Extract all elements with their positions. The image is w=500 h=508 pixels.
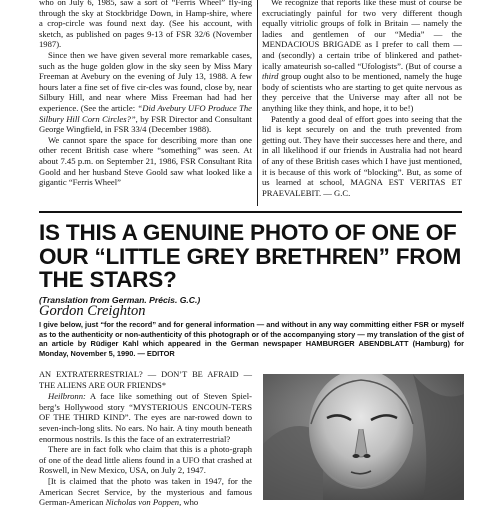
paragraph-text: group ought also to be mentioned, namely the huge body of scientists who are starting to get quite nervous as they perceive that the Universe may after all not be anything like they think, and hope, it to be!) (262, 71, 462, 113)
dateline: Heilbronn: (48, 391, 86, 402)
paragraph-text: We recognize that reports like these must of course be excruciatingly painful for two very different though equally vitriolic groups of folk in Britain — namely the ladies and gentlemen of our “Media” — the MENDACIOUS BRIGADE as I prefer to call them — and (secondly) a certain tribe of blinkered and pathet-ically amateurish so-called “Ufologists”. (But of course a (262, 0, 462, 71)
emphasis: third (262, 71, 279, 82)
column-divider (257, 0, 258, 206)
paragraph-text: [It is claimed that the photo was taken in 1947, for the American Secret Service, by the mysterious and famous German-American (39, 475, 252, 508)
paragraph (39, 50, 252, 135)
paragraph (39, 391, 252, 444)
paragraph: We cannot spare the space for describing more than one other recent British case where “something” was seen. At about 7.45 p.m. on September 21, 1986, FSR Consultant Rita Goold and her husband Steve Goold saw what looked like a gigantic “Ferris Wheel” (39, 134, 252, 188)
paragraph (262, 0, 462, 114)
section-rule (39, 211, 462, 213)
paragraph: There are in fact folk who claim that this is a photo-graph of one of the dead little aliens found in a UFO that crashed at Roswell, in New Mexico, USA, on July 2, 1947. (39, 444, 252, 476)
section-heading: AN EXTRATERRESTRIAL? — DON’T BE AFRAID — THE ALIENS ARE OUR FRIENDS* (39, 370, 252, 390)
right-column-top (262, 0, 462, 198)
paragraph (39, 476, 252, 508)
author-byline: Gordon Creighton (39, 303, 146, 319)
paragraph: Patently a good deal of effort goes into seeing that the lid is kept securely on and the truth prevented from getting out. They have their successes here and there, and in all likelihood if our friends in Australia had not heard of any of these British cases which I have just mentioned, it is because of this work of “blocking”. But, as some of us learned at school, MAGNA EST VERITAS ET PRAEVALEBIT. — G.C. (262, 113, 462, 198)
article-headline: IS THIS A GENUINE PHOTO OF ONE OF OUR “LITTLE GREY BRETHREN” FROM THE STARS? (39, 220, 462, 292)
left-column-top (39, 0, 252, 188)
translation-note: (Translation from German. Précis. G.C.) (39, 295, 201, 305)
paragraph-text: , who (179, 497, 199, 508)
article-title: “Did Avebury UFO Produce The Silbury Hill Corn Circles?” (39, 102, 252, 124)
paragraph: who on July 6, 1985, saw a sort of “Ferris Wheel” fly-ing through the sky at Stockbridge Down, in Hamp-shire, where a crop-circle was found next day. (See his account, with sketch, as published on pages 9-13 of FSR 32/6 (November 1987). (39, 0, 252, 50)
left-column-bottom (39, 370, 252, 508)
paragraph-text: , by FSR Director and Consultant George Wingfield, in FSR 33/4 (December 1988). (39, 113, 253, 135)
paragraph-text: A face like something out of Steven Spiel-berg’s Hollywood story “MYSTERIOUS ENCOUN-TERS OF THE THIRD KIND”. The eyes are nar-rowed down to seven-inch-long slits. No ears. No hair. A tiny mouth beneath enormous nostrils. Is this the face of an extraterrestrial? (39, 391, 252, 444)
person-name: Nicholas von Poppen (105, 497, 180, 508)
alien-photo (263, 374, 464, 500)
alien-face-image (263, 374, 464, 500)
paragraph-text: Since then we have given several more remarkable cases, such as the huge golden glow in the sky seen by Miss Mary Freeman at Avebury on the evening of July 13, 1988. A few hours later a fine set of five cir-cles was found, close by, near Silbury Hill, and near where Miss Freeman had had her experience. (See the article: (39, 49, 252, 113)
editor-intro: I give below, just “for the record” and for general information — and without in any way committing either FSR or myself as to the authenticity or non-authenticity of this photograph or of the accompanying story — my translation of the gist of an article by Rüdiger Kahl which appeared in the German newspaper HAMBURGER ABENDBLATT (Hamburg) for Monday, November 5, 1990. — EDITOR (39, 320, 464, 358)
